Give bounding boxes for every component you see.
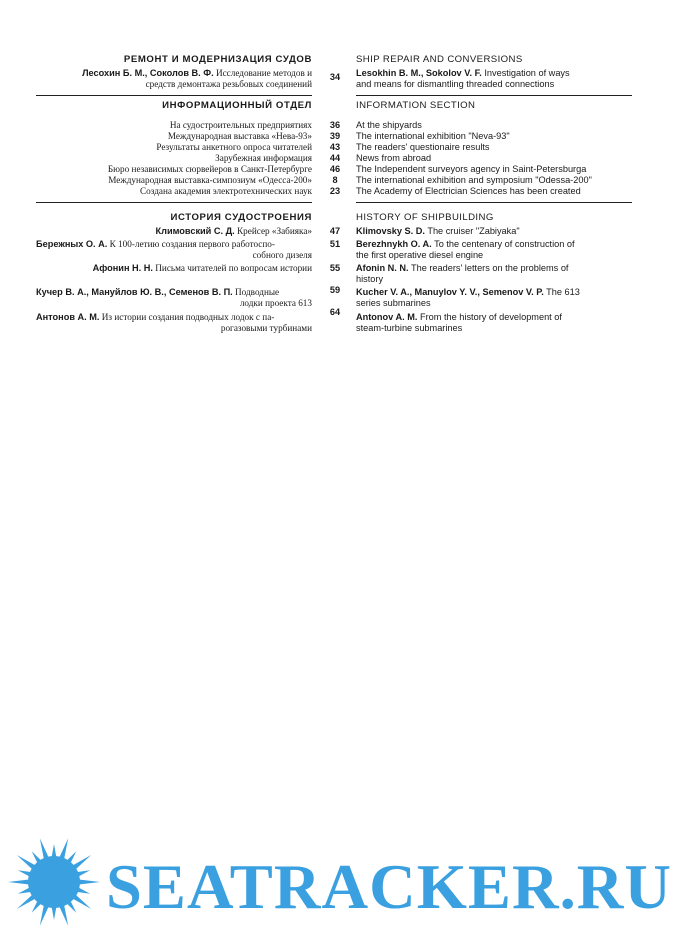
ru-toc-entry[interactable] <box>36 263 312 274</box>
en-toc-entry[interactable] <box>356 68 632 90</box>
ru-entry-author: Кучер В. А., Мануйлов Ю. В., Семенов В. П. <box>36 287 233 297</box>
ru-entry-title-line: Международная выставка «Нева-93» <box>167 131 312 141</box>
en-entry-title-line: The international exhibition "Neva-93" <box>356 131 510 141</box>
en-section-heading: HISTORY OF SHIPBUILDING <box>356 212 494 223</box>
en-entry-title-line: At the shipyards <box>356 120 422 130</box>
ru-entry-title-line: Бюро независимых сюрвейеров в Санкт-Петербурге <box>107 164 312 174</box>
ru-section-info <box>36 100 312 208</box>
page-number: 23 <box>329 186 341 196</box>
en-entry-title-line: The readers' questionaire results <box>356 142 490 152</box>
ru-section-repair <box>36 54 312 101</box>
page-number: 46 <box>329 164 341 174</box>
ru-entry-title-line: Международная выставка-симпозиум «Одесса-200» <box>108 175 312 185</box>
en-entry-title-line: The international exhibition and symposium "Odessa-200" <box>356 175 592 185</box>
ru-entry-title-line: Из истории создания подводных лодок с па- <box>101 312 275 322</box>
en-entry-author: Antonov A. M. <box>356 312 418 322</box>
page-number: 43 <box>329 142 341 152</box>
en-entry-author: Kucher V. A., Manuylov Y. V., Semenov V. P. <box>356 287 544 297</box>
ru-toc-entry[interactable] <box>36 186 312 197</box>
en-section-heading: SHIP REPAIR AND CONVERSIONS <box>356 54 523 65</box>
sun-ray <box>58 838 68 862</box>
en-entry-title-line: The 613 <box>546 287 580 297</box>
ru-entry-author: Бережных О. А. <box>36 239 108 249</box>
ru-entry-title-line: средств демонтажа резьбовых соединений <box>145 79 312 89</box>
page-number: 36 <box>329 120 341 130</box>
ru-toc-entry[interactable] <box>36 226 312 237</box>
ru-toc-entry[interactable] <box>36 120 312 131</box>
en-entry-title-line: the first operative diesel engine <box>356 250 484 260</box>
page-number: 39 <box>329 131 341 141</box>
page-number: 34 <box>329 72 341 82</box>
sun-ray <box>76 879 100 885</box>
ru-entry-author: Афонин Н. Н. <box>92 263 153 273</box>
sun-ray <box>8 879 32 885</box>
sun-ray <box>40 902 50 926</box>
ru-entry-author: Лесохин Б. М., Соколов В. Ф. <box>82 68 214 78</box>
en-entry-title-line: history <box>356 274 384 284</box>
ru-toc-entry[interactable] <box>36 287 312 309</box>
ru-section-heading: ИНФОРМАЦИОННЫЙ ОТДЕЛ <box>162 100 312 111</box>
en-toc-entry[interactable] <box>356 120 632 131</box>
en-toc-entry[interactable] <box>356 263 632 285</box>
en-entry-title-line: News from abroad <box>356 153 432 163</box>
sun-ray <box>40 838 50 862</box>
en-toc-entry[interactable] <box>356 312 632 334</box>
en-entry-title-line: The readers' letters on the problems of <box>410 263 569 273</box>
watermark-text: SEATRACKER.RU <box>106 851 672 922</box>
ru-entry-title-line: Создана академия электротехнических наук <box>140 186 312 196</box>
en-toc-entry[interactable] <box>356 131 632 142</box>
ru-entry-title-line: Результаты анкетного опроса читателей <box>156 142 312 152</box>
en-toc-entry[interactable] <box>356 142 632 153</box>
en-entry-title-line: steam-turbine submarines <box>356 323 463 333</box>
en-entry-author: Afonin N. N. <box>356 263 409 273</box>
en-entry-title-line: and means for dismantling threaded connections <box>356 79 555 89</box>
ru-entry-title-line: Подводные <box>235 287 280 297</box>
en-entry-author: Klimovsky S. D. <box>356 226 425 236</box>
page-number: 44 <box>329 153 341 163</box>
en-toc-entry[interactable] <box>356 287 632 309</box>
en-entry-title-line: series submarines <box>356 298 431 308</box>
ru-entry-author: Климовский С. Д. <box>155 226 235 236</box>
en-toc-entry[interactable] <box>356 226 632 237</box>
en-toc-entry[interactable] <box>356 153 632 164</box>
ru-section-heading: РЕМОНТ И МОДЕРНИЗАЦИЯ СУДОВ <box>123 54 312 65</box>
ru-toc-entry[interactable] <box>36 142 312 153</box>
section-divider <box>36 95 312 96</box>
ru-entry-title-line: лодки проекта 613 <box>239 298 312 308</box>
ru-entry-title-line: Зарубежная информация <box>215 153 312 163</box>
sun-ray <box>51 844 57 860</box>
ru-section-history <box>36 212 312 334</box>
ru-entry-title-line: собного дизеля <box>252 250 312 260</box>
ru-toc-entry[interactable] <box>36 164 312 175</box>
en-section-heading: INFORMATION SECTION <box>356 100 476 111</box>
ru-entry-author: Антонов А. М. <box>36 312 100 322</box>
page-number: 59 <box>329 285 341 295</box>
en-toc-entry[interactable] <box>356 175 632 186</box>
ru-entry-title-line: рогазовыми турбинами <box>220 323 312 333</box>
ru-toc-entry[interactable] <box>36 153 312 164</box>
ru-entry-title-line: К 100-летию создания первого работоспо- <box>109 239 275 249</box>
ru-toc-entry[interactable] <box>36 312 312 334</box>
ru-entry-title-line: На судостроительных предприятиях <box>169 120 312 130</box>
section-divider <box>356 202 632 203</box>
en-entry-title-line: Investigation of ways <box>484 68 570 78</box>
page-number: 8 <box>332 175 338 185</box>
en-toc-entry[interactable] <box>356 239 632 261</box>
sun-ray <box>51 904 57 920</box>
page-number: 55 <box>329 263 341 273</box>
ru-entry-title-line: Письма читателей по вопросам истории <box>155 263 312 273</box>
section-divider <box>36 202 312 203</box>
en-entry-title-line: From the history of development of <box>419 312 562 322</box>
en-entry-author: Berezhnykh O. A. <box>356 239 432 249</box>
en-toc-entry[interactable] <box>356 186 632 197</box>
en-entry-title-line: The cruiser "Zabiyaka" <box>427 226 520 236</box>
page-number: 47 <box>329 226 341 236</box>
en-section-repair <box>356 54 632 101</box>
en-section-history <box>356 212 632 334</box>
en-entry-title-line: To the centenary of construction of <box>434 239 575 249</box>
page-number: 51 <box>329 239 341 249</box>
ru-toc-entry[interactable] <box>36 239 312 261</box>
en-toc-entry[interactable] <box>356 164 632 175</box>
ru-entry-title-line: Крейсер «Забияка» <box>237 226 312 236</box>
seatracker-watermark-logo <box>8 828 674 932</box>
page-number: 64 <box>329 307 341 317</box>
section-divider <box>356 95 632 96</box>
en-entry-title-line: The Academy of Electrician Sciences has been created <box>356 186 581 196</box>
ru-toc-entry[interactable] <box>36 175 312 186</box>
ru-entry-title-line: Исследование методов и <box>215 68 312 78</box>
sun-ray <box>58 902 68 926</box>
en-entry-author: Lesokhin B. M., Sokolov V. F. <box>356 68 482 78</box>
ru-toc-entry[interactable] <box>36 68 312 90</box>
ru-toc-entry[interactable] <box>36 131 312 142</box>
sun-icon <box>8 838 100 925</box>
en-section-info <box>356 100 632 208</box>
ru-section-heading: ИСТОРИЯ СУДОСТРОЕНИЯ <box>170 212 312 223</box>
en-entry-title-line: The Independent surveyors agency in Saint-Petersburga <box>356 164 587 174</box>
